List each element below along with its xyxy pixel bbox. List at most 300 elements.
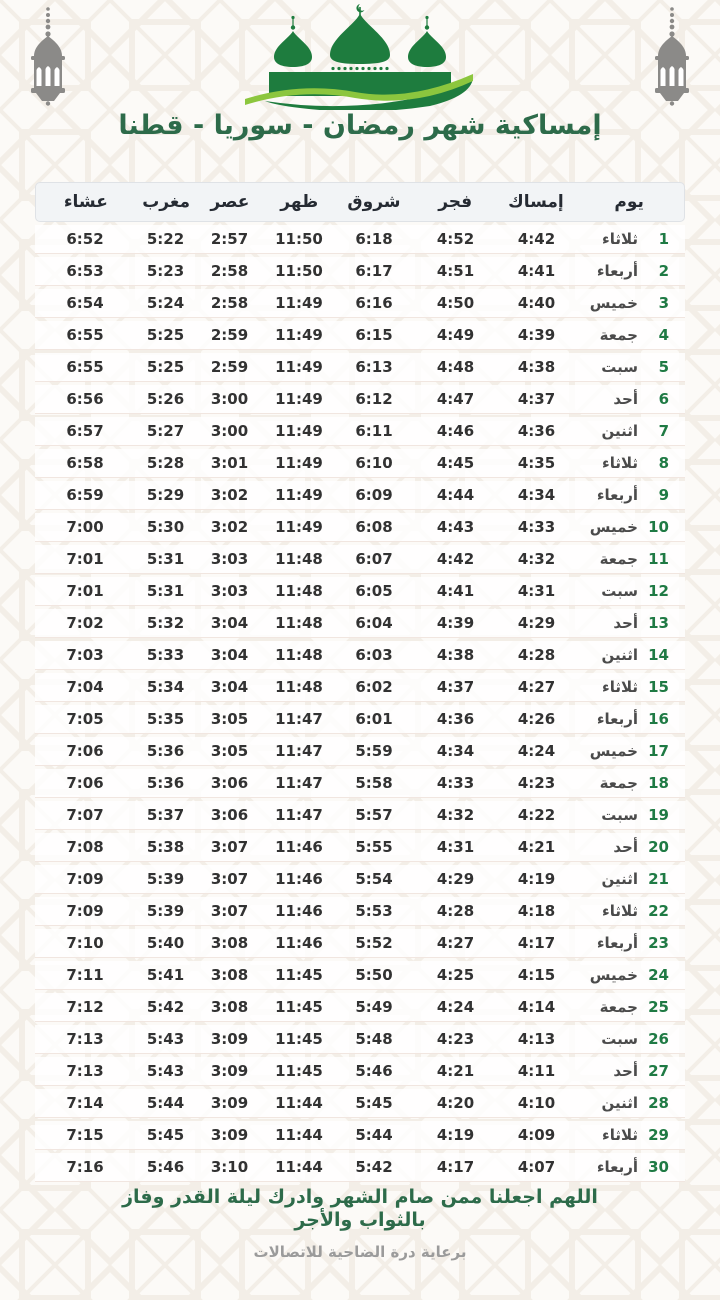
dhuhr-time: 11:45 [275, 1030, 323, 1048]
day-name: أربعاء [596, 486, 638, 504]
table-row [35, 737, 685, 766]
day-number: 18 [648, 774, 669, 792]
day-name: أربعاء [596, 1158, 638, 1176]
imsak-time: 4:42 [517, 230, 556, 248]
shuruq-time: 5:57 [355, 806, 393, 824]
day-cell [575, 1126, 685, 1144]
day-cell [575, 774, 685, 792]
shuruq-time: 5:58 [355, 774, 393, 792]
prayer-times-table [35, 182, 685, 1185]
day-name: ثلاثاء [602, 902, 638, 920]
imsak-time: 4:23 [517, 774, 556, 792]
asr-time: 3:10 [210, 1158, 249, 1176]
dhuhr-time: 11:48 [275, 646, 323, 664]
imsak-time: 4:13 [517, 1030, 556, 1048]
day-number: 11 [648, 550, 669, 568]
asr-time: 3:04 [210, 678, 249, 696]
dhuhr-time: 11:49 [275, 390, 323, 408]
day-number: 25 [648, 998, 669, 1016]
column-header-fajr: فجر [438, 192, 473, 212]
dhuhr-time: 11:49 [275, 518, 323, 536]
day-number: 9 [658, 486, 669, 504]
day-cell [575, 742, 685, 760]
asr-time: 2:59 [210, 358, 249, 376]
fajr-time: 4:39 [436, 614, 475, 632]
day-cell [575, 966, 685, 984]
maghrib-time: 5:42 [146, 998, 185, 1016]
day-name: خميس [589, 294, 638, 312]
fajr-time: 4:32 [436, 806, 475, 824]
isha-time: 7:00 [66, 518, 104, 536]
table-header-row [35, 182, 685, 222]
asr-time: 3:03 [210, 582, 249, 600]
isha-time: 7:01 [66, 550, 104, 568]
shuruq-time: 6:04 [355, 614, 393, 632]
imsak-time: 4:19 [517, 870, 556, 888]
dhuhr-time: 11:47 [275, 774, 323, 792]
asr-time: 2:58 [210, 294, 249, 312]
isha-time: 6:56 [66, 390, 104, 408]
fajr-time: 4:27 [436, 934, 475, 952]
isha-time: 6:55 [66, 358, 104, 376]
asr-time: 3:09 [210, 1062, 249, 1080]
isha-time: 7:09 [66, 902, 104, 920]
day-number: 4 [658, 326, 669, 344]
imsak-time: 4:15 [517, 966, 556, 984]
isha-time: 6:52 [66, 230, 104, 248]
isha-time: 6:59 [66, 486, 104, 504]
day-cell [575, 358, 685, 376]
day-cell [575, 326, 685, 344]
imsak-time: 4:39 [517, 326, 556, 344]
day-name: ثلاثاء [602, 678, 638, 696]
table-row [35, 513, 685, 542]
column-header-shuruq: شروق [347, 192, 401, 212]
day-number: 15 [648, 678, 669, 696]
dhuhr-time: 11:45 [275, 966, 323, 984]
asr-time: 3:05 [210, 710, 249, 728]
asr-time: 3:08 [210, 966, 249, 984]
dhuhr-time: 11:45 [275, 1062, 323, 1080]
fajr-time: 4:46 [436, 422, 475, 440]
dhuhr-time: 11:49 [275, 486, 323, 504]
imsak-time: 4:41 [517, 262, 556, 280]
day-cell [575, 614, 685, 632]
maghrib-time: 5:36 [146, 774, 185, 792]
asr-time: 3:07 [210, 902, 249, 920]
day-number: 6 [658, 390, 669, 408]
maghrib-time: 5:45 [146, 1126, 185, 1144]
maghrib-time: 5:26 [146, 390, 185, 408]
hanging-lantern-icon-right [650, 6, 694, 108]
table-row [35, 577, 685, 606]
dhuhr-time: 11:49 [275, 326, 323, 344]
day-cell [575, 646, 685, 664]
imsak-time: 4:28 [517, 646, 556, 664]
day-name: أربعاء [596, 710, 638, 728]
shuruq-time: 6:01 [355, 710, 393, 728]
fajr-time: 4:38 [436, 646, 475, 664]
day-name: خميس [589, 518, 638, 536]
table-row [35, 1153, 685, 1182]
imsak-time: 4:09 [517, 1126, 556, 1144]
dhuhr-time: 11:45 [275, 998, 323, 1016]
day-name: خميس [589, 966, 638, 984]
day-name: ثلاثاء [602, 230, 638, 248]
fajr-time: 4:24 [436, 998, 475, 1016]
dhuhr-time: 11:46 [275, 870, 323, 888]
day-number: 23 [648, 934, 669, 952]
day-cell [575, 1158, 685, 1176]
maghrib-time: 5:34 [146, 678, 185, 696]
isha-time: 7:03 [66, 646, 104, 664]
day-cell [575, 582, 685, 600]
shuruq-time: 6:05 [355, 582, 393, 600]
fajr-time: 4:34 [436, 742, 475, 760]
asr-time: 3:04 [210, 614, 249, 632]
day-cell [575, 230, 685, 248]
dhuhr-time: 11:46 [275, 902, 323, 920]
table-row [35, 257, 685, 286]
asr-time: 3:07 [210, 870, 249, 888]
day-name: أربعاء [596, 262, 638, 280]
day-cell [575, 902, 685, 920]
dhuhr-time: 11:44 [275, 1094, 323, 1112]
hanging-lantern-icon-left [26, 6, 70, 108]
day-name: جمعة [599, 326, 638, 344]
dhuhr-time: 11:46 [275, 934, 323, 952]
fajr-time: 4:41 [436, 582, 475, 600]
imsak-time: 4:26 [517, 710, 556, 728]
shuruq-time: 5:44 [355, 1126, 393, 1144]
shuruq-time: 5:45 [355, 1094, 393, 1112]
shuruq-time: 5:59 [355, 742, 393, 760]
fajr-time: 4:20 [436, 1094, 475, 1112]
table-row [35, 449, 685, 478]
fajr-time: 4:21 [436, 1062, 475, 1080]
day-number: 19 [648, 806, 669, 824]
day-number: 26 [648, 1030, 669, 1048]
fajr-time: 4:49 [436, 326, 475, 344]
day-cell [575, 934, 685, 952]
asr-time: 3:09 [210, 1030, 249, 1048]
maghrib-time: 5:41 [146, 966, 185, 984]
column-header-day: يوم [614, 192, 644, 212]
shuruq-time: 5:54 [355, 870, 393, 888]
maghrib-time: 5:37 [146, 806, 185, 824]
maghrib-time: 5:25 [146, 358, 185, 376]
day-number: 1 [658, 230, 669, 248]
shuruq-time: 5:49 [355, 998, 393, 1016]
table-row [35, 801, 685, 830]
day-name: اثنين [601, 870, 638, 888]
asr-time: 3:09 [210, 1126, 249, 1144]
shuruq-time: 5:42 [355, 1158, 393, 1176]
day-name: ثلاثاء [602, 1126, 638, 1144]
table-body [35, 225, 685, 1182]
asr-time: 3:01 [210, 454, 249, 472]
dua-text: اللهم اجعلنا ممن صام الشهر وادرك ليلة القدر وفاز بالثواب والأجر [122, 1186, 598, 1232]
table-row [35, 545, 685, 574]
maghrib-time: 5:35 [146, 710, 185, 728]
dhuhr-time: 11:49 [275, 454, 323, 472]
maghrib-time: 5:43 [146, 1030, 185, 1048]
day-number: 7 [658, 422, 669, 440]
sponsor-text: برعاية درة الضاحية للاتصالات [253, 1243, 467, 1261]
day-cell [575, 486, 685, 504]
shuruq-time: 6:12 [355, 390, 393, 408]
maghrib-time: 5:22 [146, 230, 185, 248]
imsak-time: 4:11 [517, 1062, 556, 1080]
isha-time: 7:06 [66, 742, 104, 760]
isha-time: 7:16 [66, 1158, 104, 1176]
maghrib-time: 5:29 [146, 486, 185, 504]
isha-time: 7:08 [66, 838, 104, 856]
day-name: سبت [601, 806, 638, 824]
maghrib-time: 5:40 [146, 934, 185, 952]
dhuhr-time: 11:47 [275, 742, 323, 760]
imsak-time: 4:17 [517, 934, 556, 952]
table-row [35, 705, 685, 734]
dhuhr-time: 11:48 [275, 614, 323, 632]
table-row [35, 481, 685, 510]
day-cell [575, 550, 685, 568]
day-number: 29 [648, 1126, 669, 1144]
maghrib-time: 5:28 [146, 454, 185, 472]
day-cell [575, 518, 685, 536]
column-header-maghrib: مغرب [142, 192, 190, 212]
imsak-time: 4:18 [517, 902, 556, 920]
fajr-time: 4:48 [436, 358, 475, 376]
table-row [35, 225, 685, 254]
day-cell [575, 870, 685, 888]
asr-time: 3:06 [210, 806, 249, 824]
asr-time: 3:09 [210, 1094, 249, 1112]
isha-time: 6:58 [66, 454, 104, 472]
fajr-time: 4:17 [436, 1158, 475, 1176]
asr-time: 2:59 [210, 326, 249, 344]
table-row [35, 1121, 685, 1150]
day-number: 16 [648, 710, 669, 728]
maghrib-time: 5:31 [146, 550, 185, 568]
day-cell [575, 678, 685, 696]
isha-time: 6:54 [66, 294, 104, 312]
fajr-time: 4:36 [436, 710, 475, 728]
day-number: 24 [648, 966, 669, 984]
maghrib-time: 5:43 [146, 1062, 185, 1080]
imsak-time: 4:10 [517, 1094, 556, 1112]
shuruq-time: 6:11 [355, 422, 393, 440]
day-name: سبت [601, 358, 638, 376]
isha-time: 7:14 [66, 1094, 104, 1112]
column-header-asr: عصر [210, 192, 250, 212]
imsak-time: 4:36 [517, 422, 556, 440]
maghrib-time: 5:39 [146, 902, 185, 920]
maghrib-time: 5:44 [146, 1094, 185, 1112]
shuruq-time: 5:55 [355, 838, 393, 856]
imsak-time: 4:31 [517, 582, 556, 600]
day-name: أربعاء [596, 934, 638, 952]
shuruq-time: 6:13 [355, 358, 393, 376]
imsak-time: 4:24 [517, 742, 556, 760]
imsak-time: 4:32 [517, 550, 556, 568]
dhuhr-time: 11:49 [275, 422, 323, 440]
day-cell [575, 454, 685, 472]
table-row [35, 1057, 685, 1086]
dhuhr-time: 11:44 [275, 1126, 323, 1144]
day-number: 5 [658, 358, 669, 376]
day-name: سبت [601, 582, 638, 600]
maghrib-time: 5:38 [146, 838, 185, 856]
day-name: اثنين [601, 646, 638, 664]
isha-time: 7:02 [66, 614, 104, 632]
table-row [35, 961, 685, 990]
maghrib-time: 5:27 [146, 422, 185, 440]
shuruq-time: 5:53 [355, 902, 393, 920]
shuruq-time: 6:03 [355, 646, 393, 664]
table-row [35, 609, 685, 638]
asr-time: 3:00 [210, 390, 249, 408]
day-name: أحد [613, 614, 638, 632]
fajr-time: 4:28 [436, 902, 475, 920]
day-cell [575, 1062, 685, 1080]
dhuhr-time: 11:50 [275, 262, 323, 280]
fajr-time: 4:25 [436, 966, 475, 984]
day-number: 3 [658, 294, 669, 312]
maghrib-time: 5:36 [146, 742, 185, 760]
imsak-time: 4:27 [517, 678, 556, 696]
dhuhr-time: 11:46 [275, 838, 323, 856]
dhuhr-time: 11:48 [275, 550, 323, 568]
maghrib-time: 5:25 [146, 326, 185, 344]
column-header-dhuhr: ظهر [280, 192, 319, 212]
column-header-imsak: إمساك [508, 192, 564, 212]
shuruq-time: 6:18 [355, 230, 393, 248]
dhuhr-time: 11:50 [275, 230, 323, 248]
asr-time: 3:03 [210, 550, 249, 568]
mosque-icon [245, 4, 475, 110]
fajr-time: 4:37 [436, 678, 475, 696]
day-cell [575, 294, 685, 312]
imsak-time: 4:38 [517, 358, 556, 376]
day-number: 2 [658, 262, 669, 280]
maghrib-time: 5:30 [146, 518, 185, 536]
dhuhr-time: 11:47 [275, 806, 323, 824]
day-cell [575, 838, 685, 856]
isha-time: 7:01 [66, 582, 104, 600]
asr-time: 3:05 [210, 742, 249, 760]
maghrib-time: 5:33 [146, 646, 185, 664]
day-name: سبت [601, 1030, 638, 1048]
asr-time: 3:00 [210, 422, 249, 440]
imsak-time: 4:29 [517, 614, 556, 632]
fajr-time: 4:23 [436, 1030, 475, 1048]
imsak-time: 4:40 [517, 294, 556, 312]
table-row [35, 833, 685, 862]
fajr-time: 4:29 [436, 870, 475, 888]
table-row [35, 1025, 685, 1054]
page-title: إمساكية شهر رمضان - سوريا - قطنا [118, 110, 602, 141]
fajr-time: 4:44 [436, 486, 475, 504]
shuruq-time: 5:48 [355, 1030, 393, 1048]
day-number: 10 [648, 518, 669, 536]
shuruq-time: 6:16 [355, 294, 393, 312]
day-number: 20 [648, 838, 669, 856]
table-row [35, 865, 685, 894]
dua-section [0, 1186, 720, 1232]
day-number: 13 [648, 614, 669, 632]
table-row [35, 289, 685, 318]
imsak-time: 4:37 [517, 390, 556, 408]
shuruq-time: 5:50 [355, 966, 393, 984]
table-row [35, 929, 685, 958]
day-name: ثلاثاء [602, 454, 638, 472]
day-number: 28 [648, 1094, 669, 1112]
maghrib-time: 5:46 [146, 1158, 185, 1176]
day-name: اثنين [601, 422, 638, 440]
fajr-time: 4:43 [436, 518, 475, 536]
imsak-time: 4:22 [517, 806, 556, 824]
isha-time: 6:53 [66, 262, 104, 280]
day-number: 27 [648, 1062, 669, 1080]
fajr-time: 4:45 [436, 454, 475, 472]
fajr-time: 4:19 [436, 1126, 475, 1144]
day-number: 30 [648, 1158, 669, 1176]
table-row [35, 417, 685, 446]
fajr-time: 4:31 [436, 838, 475, 856]
shuruq-time: 6:08 [355, 518, 393, 536]
asr-time: 3:02 [210, 486, 249, 504]
asr-time: 2:58 [210, 262, 249, 280]
day-name: جمعة [599, 550, 638, 568]
shuruq-time: 5:52 [355, 934, 393, 952]
shuruq-time: 6:10 [355, 454, 393, 472]
day-number: 17 [648, 742, 669, 760]
day-name: اثنين [601, 1094, 638, 1112]
day-cell [575, 710, 685, 728]
maghrib-time: 5:39 [146, 870, 185, 888]
fajr-time: 4:50 [436, 294, 475, 312]
fajr-time: 4:51 [436, 262, 475, 280]
day-cell [575, 1094, 685, 1112]
maghrib-time: 5:24 [146, 294, 185, 312]
table-row [35, 769, 685, 798]
maghrib-time: 5:31 [146, 582, 185, 600]
asr-time: 3:07 [210, 838, 249, 856]
isha-time: 7:04 [66, 678, 104, 696]
isha-time: 7:05 [66, 710, 104, 728]
isha-time: 7:12 [66, 998, 104, 1016]
isha-time: 7:09 [66, 870, 104, 888]
column-header-isha: عشاء [63, 192, 108, 212]
isha-time: 7:11 [66, 966, 104, 984]
imsak-time: 4:34 [517, 486, 556, 504]
fajr-time: 4:47 [436, 390, 475, 408]
day-number: 14 [648, 646, 669, 664]
imsak-time: 4:33 [517, 518, 556, 536]
day-name: أحد [613, 390, 638, 408]
day-cell [575, 806, 685, 824]
day-cell [575, 262, 685, 280]
maghrib-time: 5:23 [146, 262, 185, 280]
maghrib-time: 5:32 [146, 614, 185, 632]
shuruq-time: 6:15 [355, 326, 393, 344]
dhuhr-time: 11:48 [275, 582, 323, 600]
table-row [35, 321, 685, 350]
isha-time: 7:15 [66, 1126, 104, 1144]
isha-time: 7:07 [66, 806, 104, 824]
day-number: 12 [648, 582, 669, 600]
